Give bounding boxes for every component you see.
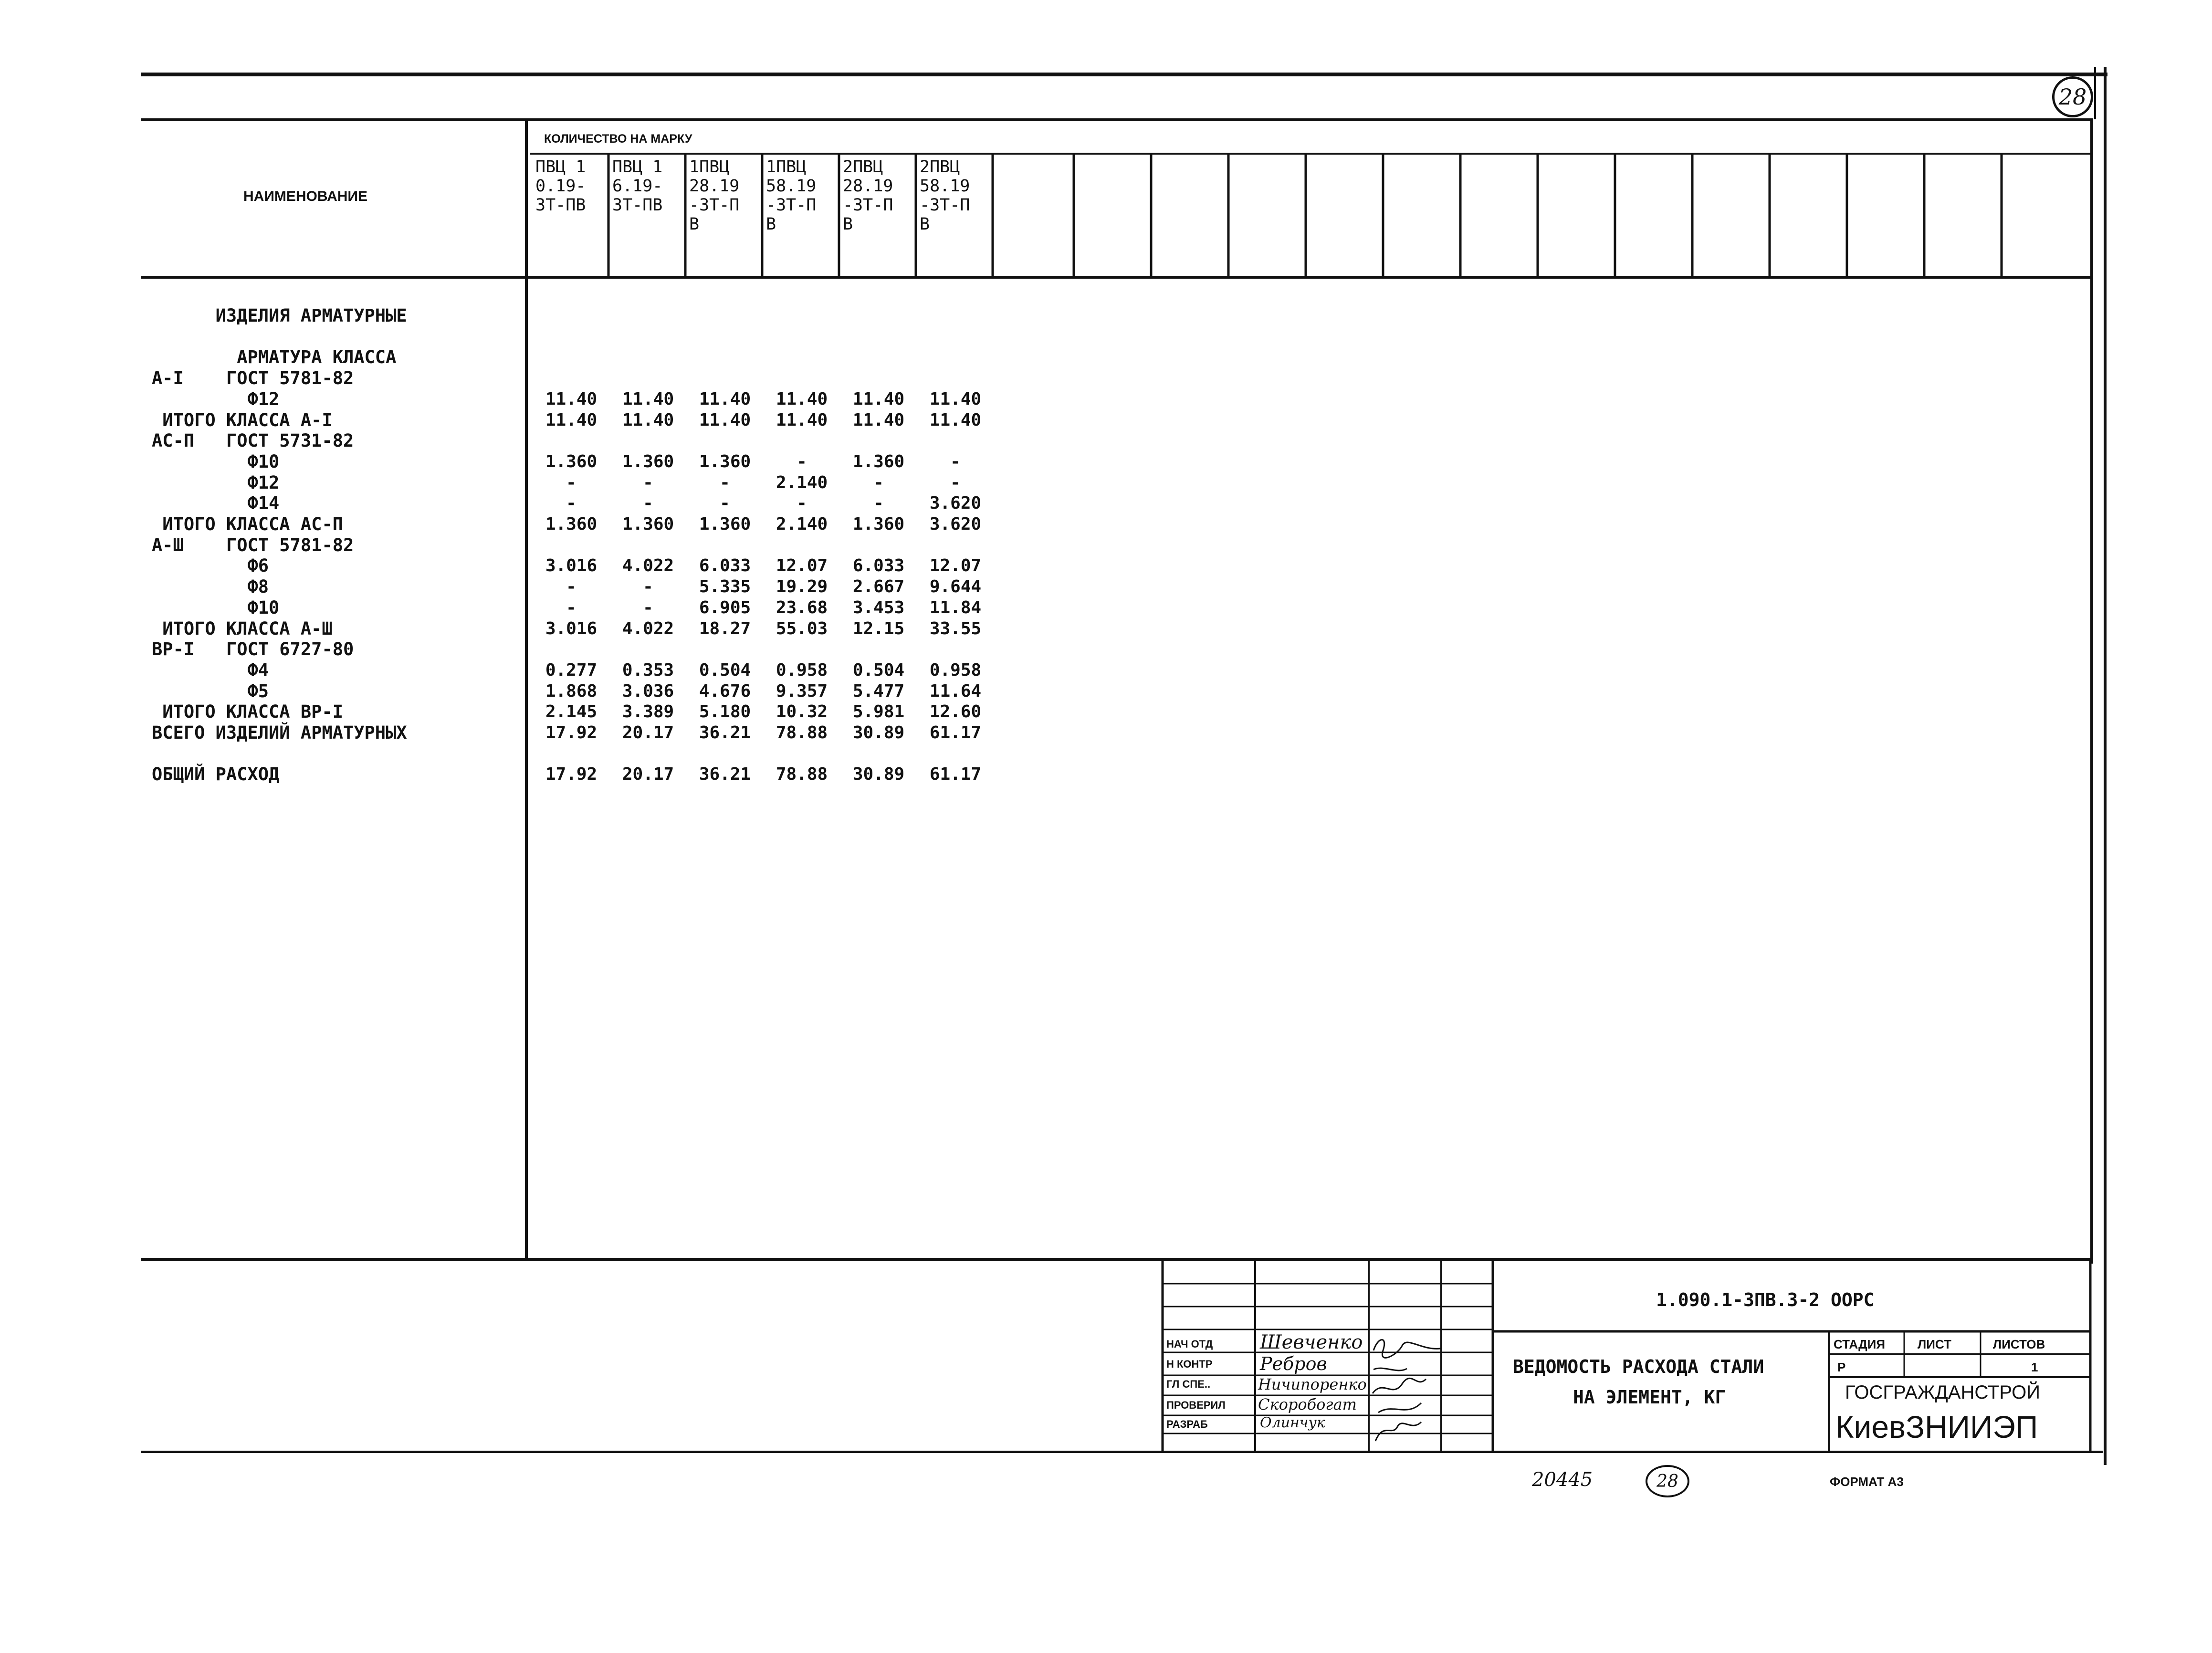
sheets-value: 1 <box>2031 1360 2038 1374</box>
table-cell: - <box>950 451 961 471</box>
table-cell: 1.360 <box>545 514 598 534</box>
table-cell: 12.07 <box>776 556 828 576</box>
table-cell: 5.335 <box>699 577 751 597</box>
table-cell: 12.60 <box>929 702 982 722</box>
table-cell: 20.17 <box>622 764 674 785</box>
table-cell: 11.40 <box>545 410 598 430</box>
table-cell: 11.40 <box>776 389 828 409</box>
table-cell: 3.620 <box>929 493 982 513</box>
document-title-line-2: НА ЭЛЕМЕНТ, КГ <box>1573 1387 1726 1408</box>
row-label: Ф4 <box>152 659 269 680</box>
sign-name-5: Олинчук <box>1260 1414 1325 1431</box>
table-cell: 5.180 <box>699 702 751 722</box>
table-cell: 61.17 <box>929 764 982 785</box>
sheet-label: ЛИСТ <box>1918 1337 1951 1351</box>
row-label: АС-П ГОСТ 5731-82 <box>152 430 354 451</box>
table-cell: 11.40 <box>699 410 751 430</box>
row-label: Ф10 <box>152 597 280 618</box>
sign-name-4: Скоробогат <box>1258 1395 1357 1413</box>
table-cell: 11.40 <box>699 389 751 409</box>
sheets-label: ЛИСТОВ <box>1993 1337 2045 1351</box>
table-cell: 1.360 <box>699 451 751 471</box>
table-cell: 36.21 <box>699 723 751 743</box>
table-cell: 3.620 <box>929 514 982 534</box>
table-cell: 20.17 <box>622 723 674 743</box>
table-cell: - <box>797 451 807 471</box>
table-cell: 11.40 <box>545 389 598 409</box>
row-label: ИТОГО КЛАССА АС-П <box>152 514 343 534</box>
organization-line-1: ГОСГРАЖДАНСТРОЙ <box>1845 1382 2041 1403</box>
table-cell: 3.389 <box>622 702 674 722</box>
organization-line-2: КиевЗНИИЭП <box>1835 1409 2038 1444</box>
table-cell: - <box>720 493 730 513</box>
sign-role-3: ГЛ СПЕ.. <box>1166 1378 1211 1390</box>
table-cell: 1.360 <box>545 451 598 471</box>
table-cell: 5.477 <box>852 681 905 701</box>
row-label: ИТОГО КЛАССА ВР-I <box>152 701 343 722</box>
table-cell: 4.022 <box>622 618 674 638</box>
table-cell: 18.27 <box>699 618 751 638</box>
table-cell: 2.140 <box>776 514 828 534</box>
table-cell: 1.360 <box>852 451 905 471</box>
table-cell: - <box>643 472 653 492</box>
format-label: ФОРМАТ А3 <box>1830 1475 1904 1489</box>
stage-value: Р <box>1837 1360 1846 1374</box>
table-cell: 4.022 <box>622 556 674 576</box>
row-label: Ф12 <box>152 472 280 493</box>
table-cell: 11.40 <box>929 410 982 430</box>
row-label: АРМАТУРА КЛАССА <box>152 347 397 368</box>
table-cell: 1.360 <box>622 451 674 471</box>
sign-name-2: Ребров <box>1260 1353 1327 1374</box>
mark-header-5: 2ПВЦ 28.19 -3Т-П В <box>843 157 893 234</box>
sheet-number: 28 <box>2058 84 2087 110</box>
table-cell: 11.40 <box>929 389 982 409</box>
table-cell: - <box>566 597 577 617</box>
row-label: Ф10 <box>152 451 280 472</box>
table-cell: 3.036 <box>622 681 674 701</box>
row-label: ВР-I ГОСТ 6727-80 <box>152 639 354 660</box>
row-label: ИТОГО КЛАССА А-Ш <box>152 618 333 639</box>
table-cell: 30.89 <box>852 723 905 743</box>
table-cell: 0.958 <box>776 660 828 680</box>
table-cell: 11.40 <box>622 410 674 430</box>
table-cell: - <box>566 577 577 597</box>
sign-name-1: Шевченко <box>1260 1331 1363 1353</box>
footer-sheet-mark: 28 <box>1646 1465 1689 1497</box>
table-cell: - <box>720 472 730 492</box>
sign-role-1: НАЧ ОТД <box>1166 1338 1213 1350</box>
sign-name-3: Ничипоренко <box>1258 1375 1367 1393</box>
row-label: Ф6 <box>152 555 269 576</box>
table-cell: 0.958 <box>929 660 982 680</box>
row-label: Ф5 <box>152 680 269 701</box>
table-cell: - <box>873 493 884 513</box>
row-label: Ф8 <box>152 576 269 597</box>
table-cell: 30.89 <box>852 764 905 785</box>
table-cell: 11.40 <box>776 410 828 430</box>
table-cell: 11.40 <box>852 410 905 430</box>
table-cell: 23.68 <box>776 597 828 617</box>
table-cell: - <box>566 472 577 492</box>
table-cell: 55.03 <box>776 618 828 638</box>
document-title-line-1: ВЕДОМОСТЬ РАСХОДА СТАЛИ <box>1513 1356 1764 1377</box>
table-cell: 78.88 <box>776 723 828 743</box>
row-label: Ф14 <box>152 493 280 514</box>
table-cell: 78.88 <box>776 764 828 785</box>
table-cell: 1.868 <box>545 681 598 701</box>
table-cell: 0.353 <box>622 660 674 680</box>
row-label: Ф12 <box>152 388 280 409</box>
document-code: 1.090.1-3ПВ.3-2 ООРС <box>1656 1289 1875 1310</box>
table-cell: 11.40 <box>852 389 905 409</box>
inventory-number: 20445 <box>1532 1469 1593 1491</box>
table-cell: 0.277 <box>545 660 598 680</box>
mark-header-6: 2ПВЦ 58.19 -3Т-П В <box>920 157 970 234</box>
table-cell: 2.140 <box>776 472 828 492</box>
mark-header-3: 1ПВЦ 28.19 -3Т-П В <box>689 157 740 234</box>
table-cell: 19.29 <box>776 577 828 597</box>
sign-role-4: ПРОВЕРИЛ <box>1166 1399 1226 1411</box>
table-cell: 6.033 <box>699 556 751 576</box>
table-cell: 0.504 <box>852 660 905 680</box>
mark-header-1: ПВЦ 1 0.19- 3Т-ПВ <box>535 157 586 215</box>
table-cell: 17.92 <box>545 764 598 785</box>
row-label: ВСЕГО ИЗДЕЛИЙ АРМАТУРНЫХ <box>152 722 407 743</box>
sign-role-5: РАЗРАБ <box>1166 1418 1208 1430</box>
table-cell: - <box>797 493 807 513</box>
mark-header-2: ПВЦ 1 6.19- 3Т-ПВ <box>612 157 663 215</box>
table-cell: 10.32 <box>776 702 828 722</box>
table-cell: 1.360 <box>699 514 751 534</box>
table-cell: 4.676 <box>699 681 751 701</box>
table-cell: 9.644 <box>929 577 982 597</box>
table-cell: - <box>566 493 577 513</box>
row-label: А-I ГОСТ 5781-82 <box>152 368 354 389</box>
table-cell: 12.07 <box>929 556 982 576</box>
row-label: А-Ш ГОСТ 5781-82 <box>152 534 354 555</box>
table-cell: 1.360 <box>852 514 905 534</box>
table-cell: 11.40 <box>622 389 674 409</box>
table-cell: 33.55 <box>929 618 982 638</box>
table-cell: 61.17 <box>929 723 982 743</box>
table-cell: 11.64 <box>929 681 982 701</box>
table-cell: 3.016 <box>545 556 598 576</box>
table-cell: 1.360 <box>622 514 674 534</box>
table-cell: 11.84 <box>929 597 982 617</box>
table-cell: - <box>950 472 961 492</box>
row-label: ИЗДЕЛИЯ АРМАТУРНЫЕ <box>152 305 407 326</box>
row-label: ИТОГО КЛАССА А-I <box>152 409 333 430</box>
table-cell: - <box>643 597 653 617</box>
table-cell: 6.033 <box>852 556 905 576</box>
table-cell: 2.145 <box>545 702 598 722</box>
row-label: ОБЩИЙ РАСХОД <box>152 764 280 785</box>
mark-header-4: 1ПВЦ 58.19 -3Т-П В <box>766 157 817 234</box>
table-cell: - <box>643 493 653 513</box>
signature-marks <box>1369 1331 1445 1451</box>
table-cell: 12.15 <box>852 618 905 638</box>
table-cell: 17.92 <box>545 723 598 743</box>
table-cell: 6.905 <box>699 597 751 617</box>
table-cell: 0.504 <box>699 660 751 680</box>
table-cell: 3.016 <box>545 618 598 638</box>
stage-label: СТАДИЯ <box>1834 1337 1886 1351</box>
sign-role-2: Н КОНТР <box>1166 1358 1213 1370</box>
qty-header: КОЛИЧЕСТВО НА МАРКУ <box>544 132 692 146</box>
table-cell: 9.357 <box>776 681 828 701</box>
table-cell: - <box>873 472 884 492</box>
table-cell: 5.981 <box>852 702 905 722</box>
name-column-header: НАИМЕНОВАНИЕ <box>243 188 367 204</box>
table-cell: 3.453 <box>852 597 905 617</box>
table-cell: 36.21 <box>699 764 751 785</box>
table-cell: - <box>643 577 653 597</box>
table-cell: 2.667 <box>852 577 905 597</box>
